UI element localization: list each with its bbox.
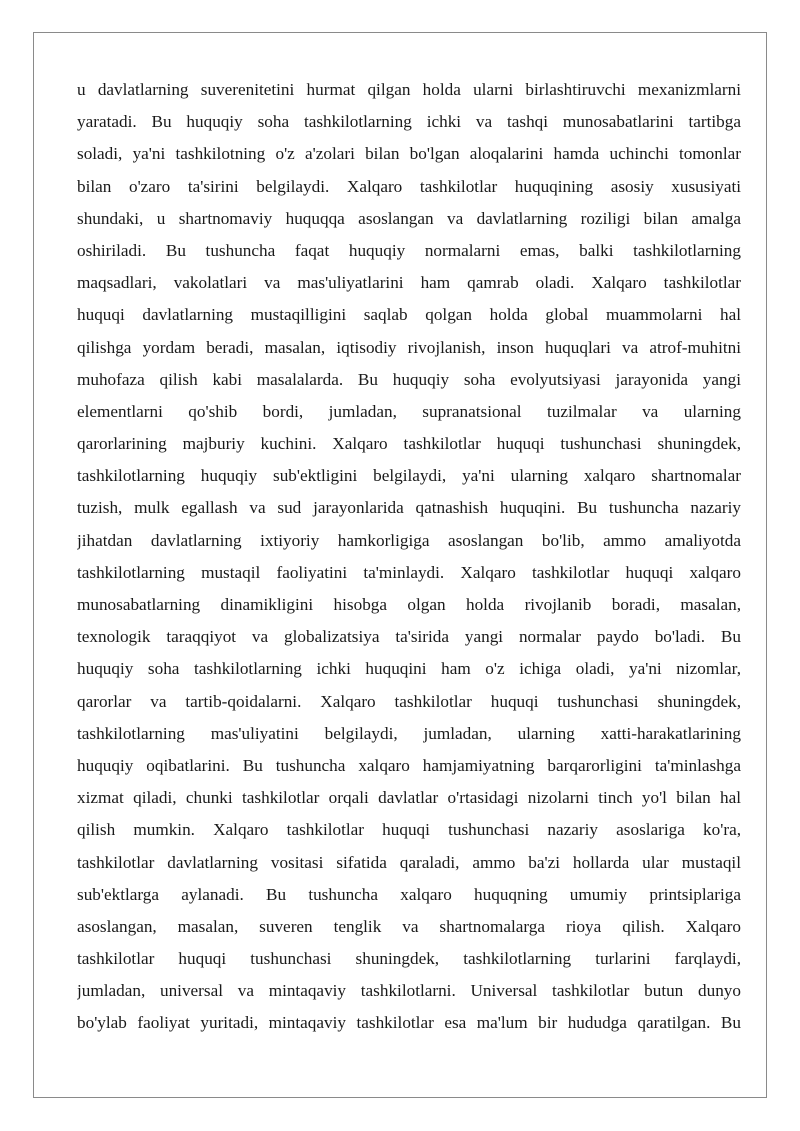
text-line: tashkilotlarning huquqiy sub'ektligini belgilaydi, ya'ni ularning xalqaro shartnomalar — [77, 466, 741, 486]
text-line: huquqiy soha tashkilotlarning ichki huquqini ham o'z ichiga oladi, ya'ni nizomlar, — [77, 659, 741, 679]
text-line: oshiriladi. Bu tushuncha faqat huquqiy normalarni emas, balki tashkilotlarning — [77, 240, 741, 260]
text-line: tashkilotlarning mustaqil faoliyatini ta'minlaydi. Xalqaro tashkilotlar huquqi xalqaro — [77, 562, 741, 582]
text-line: asoslangan, masalan, suveren tenglik va shartnomalarga rioya qilish. Xalqaro — [77, 916, 741, 936]
text-line: huquqiy oqibatlarini. Bu tushuncha xalqaro hamjamiyatning barqarorligini ta'minlashga — [77, 755, 741, 775]
text-line: xizmat qiladi, chunki tashkilotlar orqali davlatlar o'rtasidagi nizolarni tinch yo'l bilan hal — [77, 788, 741, 808]
text-line: munosabatlarning dinamikligini hisobga olgan holda rivojlanib boradi, masalan, — [77, 595, 741, 614]
text-line: tashkilotlarning mas'uliyatini belgilaydi, jumladan, ularning xatti-harakatlarining — [77, 723, 741, 743]
text-line: texnologik taraqqiyot va globalizatsiya ta'sirida yangi normalar paydo bo'ladi. Bu — [77, 627, 741, 647]
text-line: maqsadlari, vakolatlari va mas'uliyatlarini ham qamrab oladi. Xalqaro tashkilotlar — [77, 273, 741, 293]
text-line: elementlarni qo'shib bordi, jumladan, supranatsional tuzilmalar va ularning — [77, 401, 741, 421]
text-line: u davlatlarning suverenitetini hurmat qilgan holda ularni birlashtiruvchi mexanizmlarni — [77, 80, 741, 99]
text-line: tuzish, mulk egallash va sud jarayonlarida qatnashish huquqini. Bu tushuncha nazariy — [77, 498, 741, 518]
text-line: huquqi davlatlarning mustaqilligini saqlab qolgan holda global muammolarni hal — [77, 305, 741, 325]
text-line: bilan o'zaro ta'sirini belgilaydi. Xalqaro tashkilotlar huquqining asosiy xususiyati — [77, 176, 741, 196]
text-line: soladi, ya'ni tashkilotning o'z a'zolari bilan bo'lgan aloqalarini hamda uchinchi tomonlar — [77, 144, 741, 164]
text-line: yaratadi. Bu huquqiy soha tashkilotlarning ichki va tashqi munosabatlarini tartibga — [77, 112, 741, 132]
document-body-text — [77, 74, 741, 1040]
text-line: tashkilotlar huquqi tushunchasi shuningdek, tashkilotlarning turlarini farqlaydi, — [77, 949, 741, 969]
text-line: sub'ektlarga aylanadi. Bu tushuncha xalqaro huquqning umumiy printsiplariga — [77, 884, 741, 904]
text-line: tashkilotlar davlatlarning vositasi sifatida qaraladi, ammo ba'zi hollarda ular mustaqil — [77, 852, 741, 872]
text-line: bo'ylab faoliyat yuritadi, mintaqaviy tashkilotlar esa ma'lum bir hududga qaratilgan. Bu — [77, 1013, 741, 1033]
text-line: qilish mumkin. Xalqaro tashkilotlar huquqi tushunchasi nazariy asoslariga ko'ra, — [77, 820, 741, 840]
text-line: shundaki, u shartnomaviy huquqqa asoslangan va davlatlarning roziligi bilan amalga — [77, 208, 741, 228]
text-line: jumladan, universal va mintaqaviy tashkilotlarni. Universal tashkilotlar butun dunyo — [77, 981, 741, 1001]
text-line: qarorlar va tartib-qoidalarni. Xalqaro tashkilotlar huquqi tushunchasi shuningdek, — [77, 691, 741, 711]
text-line: jihatdan davlatlarning ixtiyoriy hamkorligiga asoslangan bo'lib, ammo amaliyotda — [77, 530, 741, 550]
text-line: qarorlarining majburiy kuchini. Xalqaro tashkilotlar huquqi tushunchasi shuningdek, — [77, 434, 741, 454]
text-line: qilishga yordam beradi, masalan, iqtisodiy rivojlanish, inson huquqlari va atrof-muhitni — [77, 337, 741, 357]
text-line: muhofaza qilish kabi masalalarda. Bu huquqiy soha evolyutsiyasi jarayonida yangi — [77, 369, 741, 389]
